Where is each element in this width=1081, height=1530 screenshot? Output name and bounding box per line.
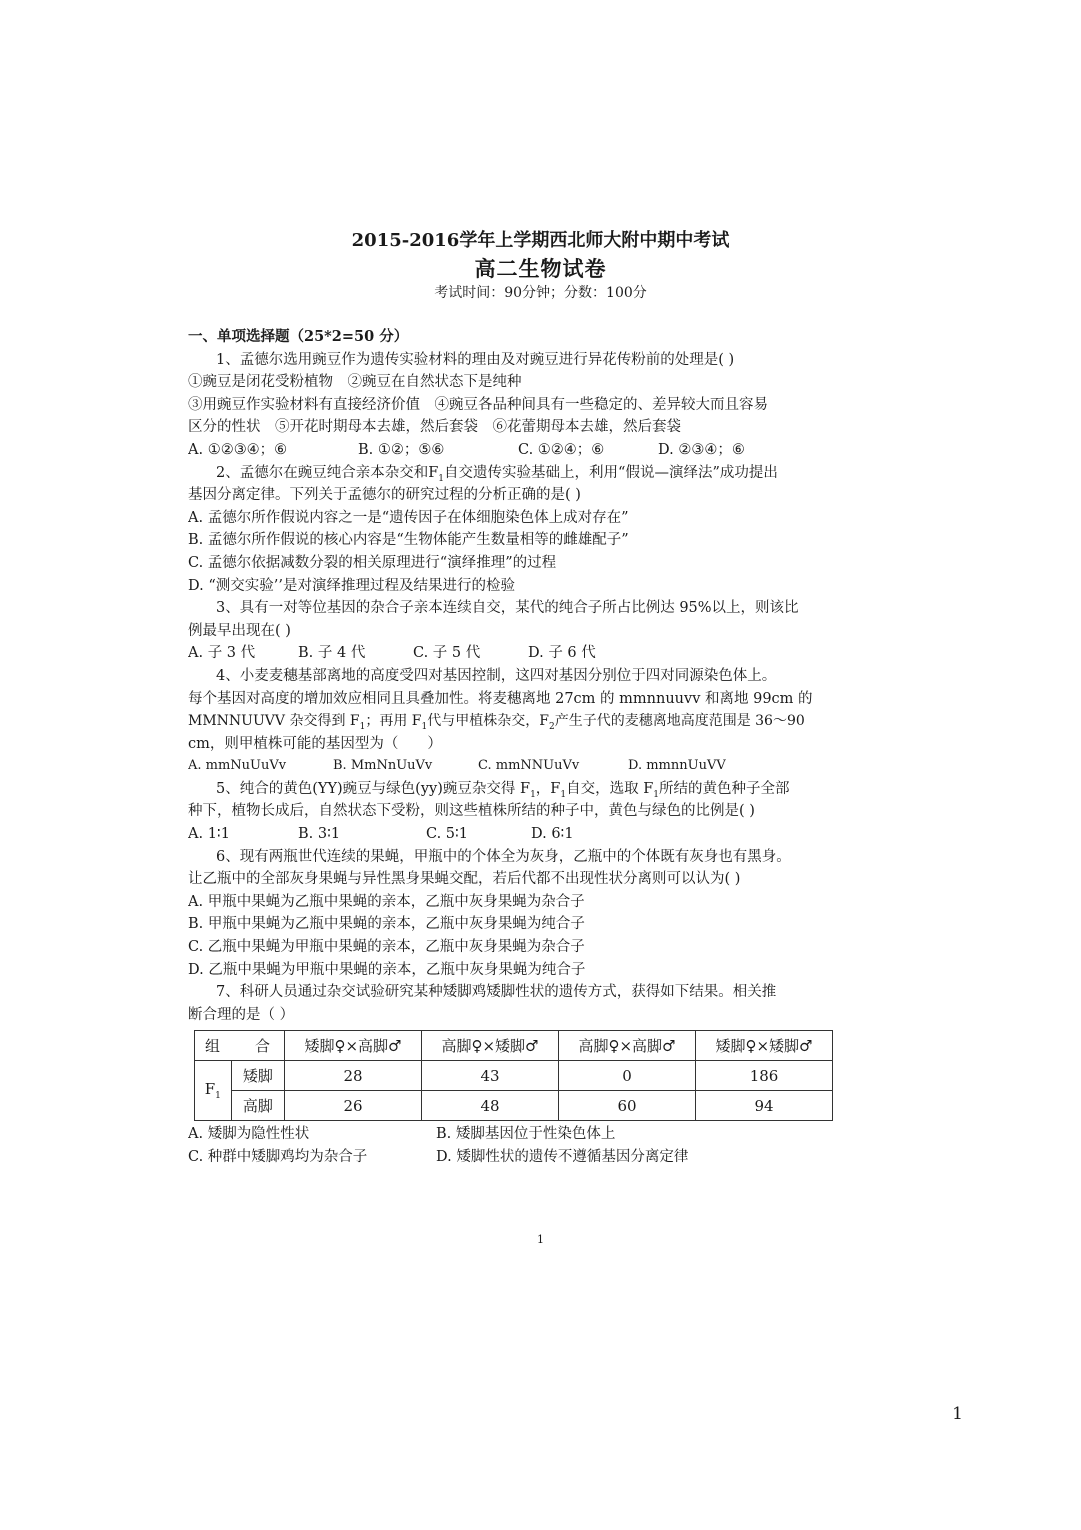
q2-option-c: C. 孟德尔依据减数分裂的相关原理进行“演绎推理”的过程 [188,554,557,571]
q5-stem-c: 自交，选取 F [566,780,654,797]
q7-option-a: A. 矮脚为隐性性状 [188,1126,310,1143]
q4-line3 [188,710,888,733]
question-body [188,326,888,1169]
q2-stem-sub: 1 [438,473,445,484]
q1-options [188,439,888,462]
page-number-inner: 1 [537,1233,544,1246]
table-header-cell: 高脚♀×高脚♂ [559,1031,696,1061]
q1-option-a: A. ①②③④；⑥ [188,441,288,458]
q2-option-a: A. 孟德尔所作假说内容之一是“遗传因子在体细胞染色体上成对存在” [188,509,629,526]
q1-line2: ③用豌豆作实验材料有直接经济价值 ④豌豆各品种间具有一些稳定的、差异较大而且容易 [188,396,768,413]
q1-line3: 区分的性状 ⑤开花时期母本去雄，然后套袋 ⑥花蕾期母本去雄，然后套袋 [188,419,681,436]
q7-line2: 断合理的是（ ） [188,1006,295,1023]
q4-line3-sub1: 1 [359,721,366,732]
q5-stem-b: ，F [535,780,561,797]
q1-line1: ①豌豆是闭花受粉植物 ②豌豆在自然状态下是纯种 [188,374,522,391]
table-row [195,1061,833,1091]
table-header-cell: 矮脚♀×矮脚♂ [696,1031,833,1061]
q3-options [188,642,888,665]
table-cell: 0 [559,1061,696,1091]
q6-option-d: D. 乙瓶中果蝇为甲瓶中果蝇的亲本，乙瓶中灰身果蝇为纯合子 [188,961,586,978]
table-cell: 26 [285,1091,422,1121]
q1-option-c: C. ①②④；⑥ [518,441,605,458]
q4-line2: 每个基因对高度的增加效应相同且具叠加性。将麦穗离地 27cm 的 mmnnuuvv 和离地 99cm 的 [188,690,813,707]
q2-stem-a: 2、孟德尔在豌豆纯合亲本杂交和F [216,464,439,481]
q6-line2: 让乙瓶中的全部灰身果蝇与异性黑身果蝇交配，若后代都不出现性状分离则可以认为( ) [188,871,741,888]
row-label: 矮脚 [231,1061,284,1091]
table-cell: 94 [696,1091,833,1121]
q3-option-d: D. 子 6 代 [528,645,596,662]
q5-option-c: C. 5∶1 [426,826,469,843]
table-cell: 28 [285,1061,422,1091]
q6-option-a: A. 甲瓶中果蝇为乙瓶中果蝇的亲本，乙瓶中灰身果蝇为杂合子 [188,893,585,910]
q5-option-a: A. 1∶1 [188,826,230,843]
q4-line4: cm，则甲植株可能的基因型为（ ） [188,735,442,752]
q5-line2: 种下，植物长成后，自然状态下受粉，则这些植株所结的种子中，黄色与绿色的比例是( ) [188,803,755,820]
q5-option-d: D. 6∶1 [531,826,574,843]
q7-options-ab [188,1123,888,1146]
q1-option-d: D. ②③④；⑥ [658,441,745,458]
q3-option-a: A. 子 3 代 [188,645,256,662]
exam-title: 2015-2016学年上学期西北师大附中期中考试 [351,230,730,251]
q4-line3-a: MMNNUUVV 杂交得到 F [188,713,360,730]
table-cell: 60 [559,1091,696,1121]
q5-options [188,823,888,846]
q3-line2: 例最早出现在( ) [188,622,291,639]
q2-option-b: B. 孟德尔所作假说的核心内容是“生物体能产生数量相等的雌雄配子” [188,532,629,549]
q5-stem-sub2: 1 [560,789,567,800]
q5-stem-a: 5、纯合的黄色(YY)豌豆与绿色(yy)豌豆杂交得 F [216,780,531,797]
q7-option-b: B. 矮脚基因位于性染色体上 [436,1126,616,1143]
q2-option-d: D. “测交实验’’是对演绎推理过程及结果进行的检验 [188,577,515,594]
q4-option-c: C. mmNNUuVv [478,758,580,774]
q5-stem-sub1: 1 [530,789,536,800]
q4-stem: 4、小麦麦穗基部离地的高度受四对基因控制，这四对基因分别位于四对同源染色体上。 [216,667,777,684]
q5-stem-sub3: 1 [653,789,659,800]
q1-option-b: B. ①②；⑤⑥ [358,441,445,458]
q4-option-b: B. MmNnUuVv [333,758,433,774]
page-number-outer: 1 [952,1404,963,1424]
table-row [195,1091,833,1121]
q4-line3-d: 产生子代的麦穗离地高度范围是 36～90 [554,713,805,730]
table-header-cell: 组 合 [195,1031,285,1061]
exam-info: 考试时间：90分钟；分数：100分 [434,285,647,301]
q6-option-c: C. 乙瓶中果蝇为甲瓶中果蝇的亲本，乙瓶中灰身果蝇为杂合子 [188,939,585,956]
q6-option-b: B. 甲瓶中果蝇为乙瓶中果蝇的亲本，乙瓶中灰身果蝇为纯合子 [188,916,585,933]
q4-line3-c: 代与甲植株杂交，F [427,713,549,730]
q4-line3-b: ；再用 F [365,713,422,730]
f1-text: F [204,1080,216,1099]
q1-stem: 1、孟德尔选用豌豆作为遗传实验材料的理由及对豌豆进行异花传粉前的处理是( ) [216,351,735,368]
q7-option-d: D. 矮脚性状的遗传不遵循基因分离定律 [436,1149,689,1165]
table-header-cell: 高脚♀×矮脚♂ [422,1031,559,1061]
q5-stem-d: 所结的黄色种子全部 [659,780,790,797]
exam-subtitle: 高二生物试卷 [474,256,607,281]
q7-results-table [194,1030,833,1121]
q4-options [188,755,888,778]
q5-option-b: B. 3∶1 [298,826,341,843]
table-cell: 186 [696,1061,833,1091]
section-heading: 一、单项选择题（25*2=50 分） [188,328,409,345]
table-header-cell: 矮脚♀×高脚♂ [285,1031,422,1061]
row-label: 高脚 [231,1091,284,1121]
f1-label [195,1061,232,1121]
q7-option-c: C. 种群中矮脚鸡均为杂合子 [188,1149,368,1165]
q7-options-cd [188,1146,888,1169]
q3-option-b: B. 子 4 代 [298,645,366,662]
q2-stem-b: 自交遗传实验基础上，利用“假说—演绎法”成功提出 [444,464,778,481]
q6-stem: 6、现有两瓶世代连续的果蝇，甲瓶中的个体全为灰身，乙瓶中的个体既有灰身也有黑身。 [216,848,791,865]
q2-stem [188,462,888,485]
q4-option-d: D. mmnnUuVV [628,758,726,774]
q3-stem: 3、具有一对等位基因的杂合子亲本连续自交，某代的纯合子所占比例达 95%以上，则该比 [216,600,799,617]
table-cell: 48 [422,1091,559,1121]
f1-sub: 1 [215,1091,221,1102]
table-cell: 43 [422,1061,559,1091]
q4-line3-sub3: 2 [548,721,555,732]
q2-line2: 基因分离定律。下列关于孟德尔的研究过程的分析正确的是( ) [188,487,581,504]
q5-stem [188,778,888,801]
q4-option-a: A. mmNuUuVv [188,758,287,774]
q3-option-c: C. 子 5 代 [413,645,481,662]
table-header-row [195,1031,833,1061]
q7-stem: 7、科研人员通过杂交试验研究某种矮脚鸡矮脚性状的遗传方式，获得如下结果。相关推 [216,984,777,1001]
q4-line3-sub2: 1 [421,721,428,732]
